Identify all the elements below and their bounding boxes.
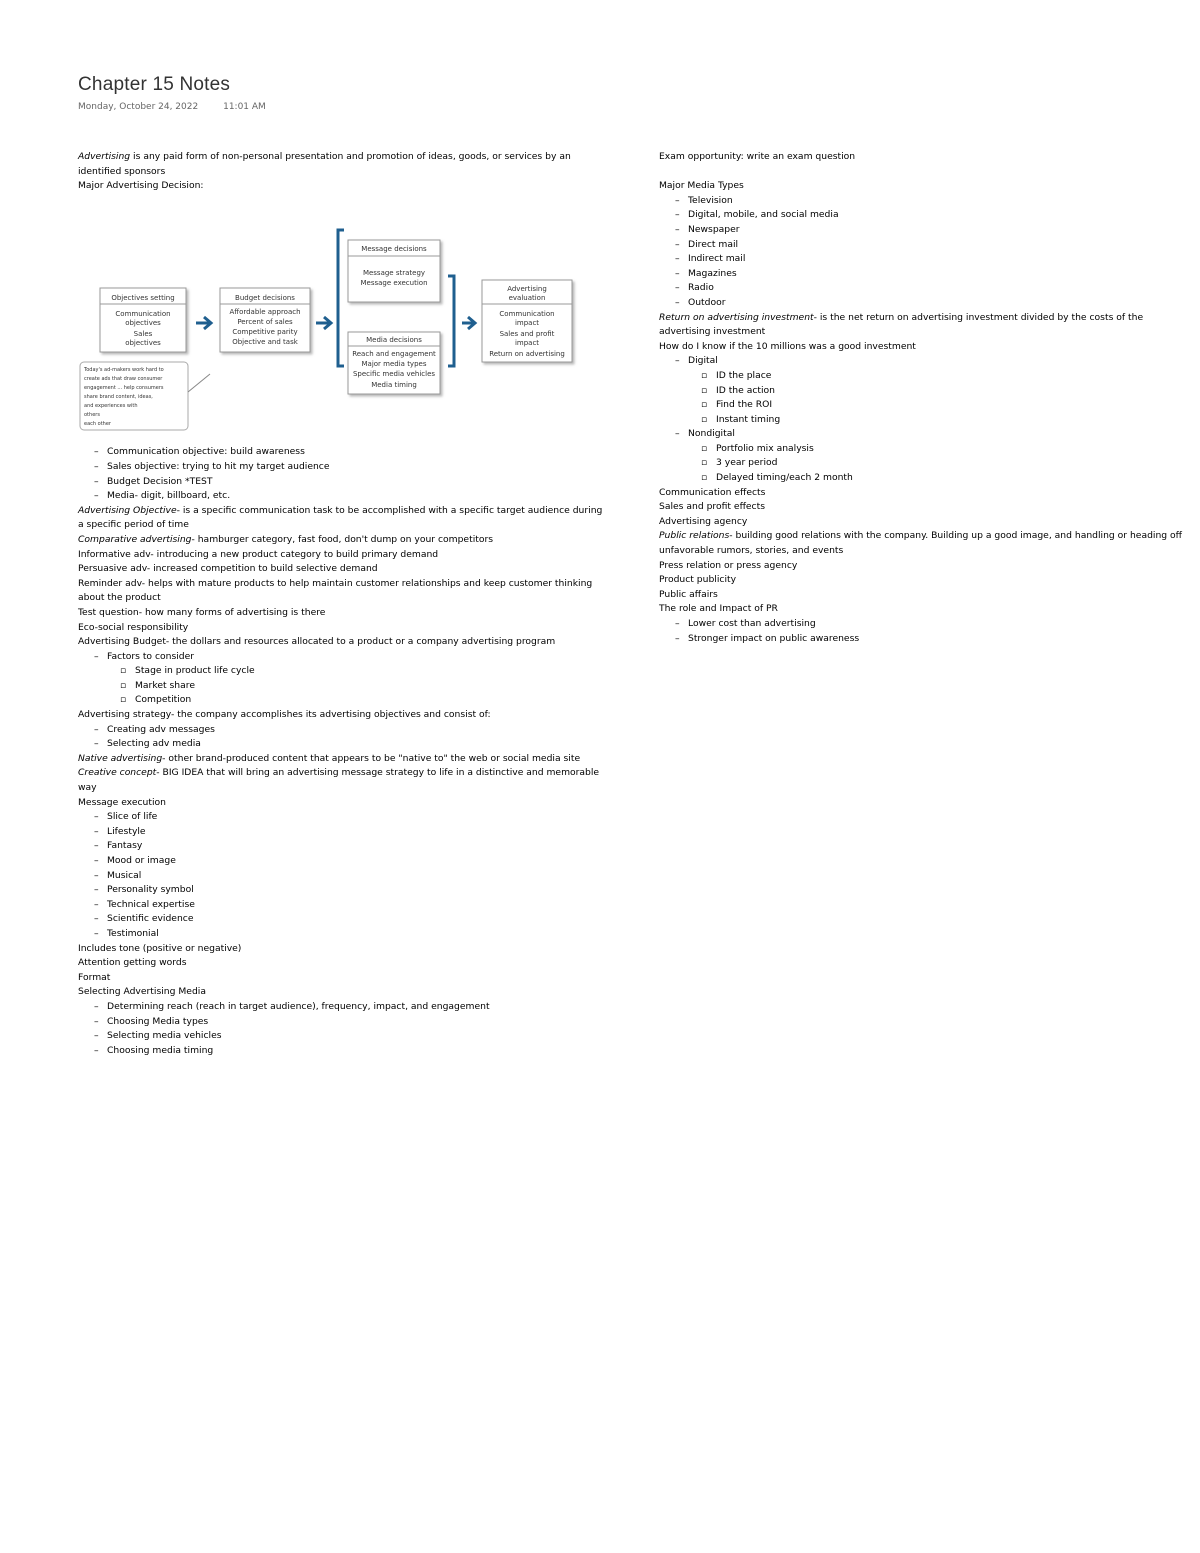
term: Advertising Objective	[78, 504, 177, 516]
page-date: Monday, October 24, 2022	[78, 102, 199, 112]
list-item: – Lifestyle	[78, 825, 603, 840]
note-line: engagement ... help consumers	[84, 384, 164, 391]
budget-title: Budget decisions	[235, 293, 295, 302]
list-item: – Budget Decision *TEST	[78, 475, 603, 490]
term-text: - BIG IDEA that will bring an advertising message strategy to life in a distinctive and memorable way	[78, 767, 600, 794]
media-line: Major media types	[361, 359, 427, 368]
execution-list	[78, 810, 603, 941]
agency-note: Advertising agency	[659, 515, 748, 527]
exam-opportunity-note: Exam opportunity: write an exam question	[659, 151, 856, 162]
list-item: – Indirect mail	[659, 252, 1194, 267]
list-item: ▫ Portfolio mix analysis	[659, 442, 1194, 457]
def-text: is any paid form of non-personal presentation and promotion of ideas, goods, or services by an identified sponsors	[78, 151, 571, 177]
page-timestamp	[78, 102, 288, 112]
list-item: – Technical expertise	[78, 898, 603, 913]
public-relations-note	[659, 529, 1194, 558]
advertising-strategy-note: Advertising strategy- the company accomplishes its advertising objectives and consist of:	[78, 709, 491, 721]
list-item: ▫ Market share	[78, 679, 603, 694]
right-column	[659, 150, 1194, 646]
attention-note: Attention getting words	[78, 957, 187, 969]
creative-concept-note	[78, 766, 603, 795]
term: Public relations	[659, 530, 730, 542]
budget-box	[220, 288, 310, 352]
note-line: and experiences with	[84, 402, 138, 409]
term: Native advertising	[78, 752, 163, 764]
arrow-right-icon	[462, 317, 475, 329]
list-item: ▫ Delayed timing/each 2 month	[659, 471, 1194, 486]
advertising-objective-note	[78, 504, 603, 533]
evaluation-title: evaluation	[508, 293, 546, 302]
list-item: – Media- digit, billboard, etc.	[78, 489, 603, 504]
digital-list	[659, 369, 1194, 427]
term: Return on advertising investment	[659, 311, 814, 323]
list-item: – Personality symbol	[78, 883, 603, 898]
public-affairs-note: Public affairs	[659, 588, 718, 600]
role-pr-heading: The role and Impact of PR	[659, 603, 778, 615]
strategy-list	[78, 723, 603, 752]
list-item: ▫ ID the place	[659, 369, 1194, 384]
list-item	[659, 427, 1194, 485]
media-types-heading: Major Media Types	[659, 180, 744, 192]
list-item: – Radio	[659, 281, 1194, 296]
budget-line: Affordable approach	[229, 307, 301, 316]
list-item: – Choosing Media types	[78, 1015, 603, 1030]
list-item: – Direct mail	[659, 238, 1194, 253]
major-decision-heading: Major Advertising Decision:	[78, 180, 204, 192]
list-item: ▫ Competition	[78, 693, 603, 708]
list-item: ▫ ID the action	[659, 384, 1194, 399]
native-advertising-note	[78, 752, 603, 767]
list-item: – Selecting media vehicles	[78, 1029, 603, 1044]
selecting-media-heading: Selecting Advertising Media	[78, 986, 206, 998]
selecting-media-list	[78, 1000, 603, 1058]
list-item: – Musical	[78, 869, 603, 884]
note-line: create ads that draw consumer	[84, 375, 163, 382]
term: Creative concept	[78, 767, 157, 779]
evaluation-box	[482, 280, 572, 362]
investment-list	[659, 354, 1194, 485]
nondigital-list	[659, 442, 1194, 486]
objectives-line: objectives	[125, 338, 161, 347]
list-item: – Creating adv messages	[78, 723, 603, 738]
def-term: Advertising	[78, 151, 131, 162]
test-question-note: Test question- how many forms of advertising is there	[78, 606, 326, 618]
advertising-budget-note: Advertising Budget- the dollars and resources allocated to a product or a company advertising program	[78, 636, 556, 648]
evaluation-line: Return on advertising	[489, 349, 565, 358]
list-item: – Communication objective: build awareness	[78, 445, 603, 460]
arrow-right-icon	[316, 317, 331, 329]
objectives-box	[100, 288, 186, 352]
list-item-label: Digital	[688, 355, 718, 367]
message-box	[348, 240, 440, 302]
budget-line: Percent of sales	[237, 317, 293, 326]
note-line: share brand content, ideas,	[84, 393, 153, 400]
list-item: – Fantasy	[78, 839, 603, 854]
comparative-advertising-note	[78, 533, 603, 548]
list-item	[78, 650, 603, 708]
persuasive-note: Persuasive adv- increased competition to build selective demand	[78, 563, 378, 575]
diagram-note-callout	[80, 362, 210, 430]
note-line: Today's ad-makers work hard to	[84, 366, 164, 373]
list-item: – Television	[659, 194, 1194, 209]
term-text: - is a specific communication task to be accomplished with a specific target audience during a specific period of time	[78, 504, 603, 531]
term-text: - building good relations with the company. Building up a good image, and handling or heading off unfavorable rumors, stories, and events	[659, 530, 1182, 557]
roi-note	[659, 311, 1194, 340]
objectives-line: Communication	[115, 309, 171, 318]
product-publicity-note: Product publicity	[659, 574, 737, 586]
left-column	[78, 150, 603, 1058]
evaluation-line: impact	[514, 318, 540, 327]
media-title: Media decisions	[366, 335, 422, 344]
list-item	[659, 354, 1194, 427]
list-item: – Digital, mobile, and social media	[659, 208, 1194, 223]
media-line: Reach and engagement	[352, 349, 436, 358]
definition-advertising	[78, 150, 603, 179]
list-item: – Outdoor	[659, 296, 1194, 311]
informative-note: Informative adv- introducing a new product category to build primary demand	[78, 548, 439, 560]
budget-list	[78, 650, 603, 708]
media-types-list	[659, 194, 1194, 311]
right-bracket	[448, 276, 454, 366]
communication-effects-note: Communication effects	[659, 486, 766, 498]
list-item: – Slice of life	[78, 810, 603, 825]
evaluation-line: Communication	[499, 309, 555, 318]
budget-line: Objective and task	[232, 337, 298, 346]
term-text: - other brand-produced content that appears to be "native to" the web or social media site	[162, 752, 581, 764]
note-line: others	[84, 411, 100, 418]
media-box	[348, 332, 440, 394]
list-item: – Choosing media timing	[78, 1044, 603, 1059]
arrow-right-icon	[196, 317, 211, 329]
page-time: 11:01 AM	[223, 102, 266, 112]
left-bracket	[338, 230, 344, 366]
tone-note: Includes tone (positive or negative)	[78, 942, 242, 954]
objectives-line: Sales	[133, 329, 153, 338]
term: Comparative advertising	[78, 533, 192, 545]
reminder-note: Reminder adv- helps with mature products to help maintain customer relationships and keep customer thinking about the product	[78, 577, 593, 604]
list-item: ▫ Stage in product life cycle	[78, 664, 603, 679]
list-item: – Stronger impact on public awareness	[659, 632, 1194, 647]
format-note: Format	[78, 971, 111, 983]
message-line: Message execution	[360, 278, 428, 287]
press-relation-note: Press relation or press agency	[659, 559, 798, 571]
list-item: – Testimonial	[78, 927, 603, 942]
media-line: Media timing	[371, 380, 417, 389]
list-item: ▫ Find the ROI	[659, 398, 1194, 413]
list-item: – Sales objective: trying to hit my target audience	[78, 460, 603, 475]
budget-line: Competitive parity	[232, 327, 298, 336]
list-item: – Mood or image	[78, 854, 603, 869]
eco-social-note: Eco-social responsibility	[78, 621, 189, 633]
advertising-decision-diagram	[78, 196, 588, 436]
list-item: – Newspaper	[659, 223, 1194, 238]
evaluation-line: impact	[514, 338, 540, 347]
page-title: Chapter 15 Notes	[78, 74, 231, 95]
term-text: - is the net return on advertising investment divided by the costs of the advertising investment	[659, 311, 1144, 338]
message-title: Message decisions	[361, 244, 427, 253]
list-item: – Magazines	[659, 267, 1194, 282]
term-text: - hamburger category, fast food, don't dump on your competitors	[191, 533, 494, 545]
list-item: – Selecting adv media	[78, 737, 603, 752]
list-item-label: Nondigital	[688, 428, 735, 440]
factor-list	[78, 664, 603, 708]
sales-effects-note: Sales and profit effects	[659, 501, 765, 513]
how-know-note: How do I know if the 10 millions was a good investment	[659, 340, 916, 352]
note-line: each other	[84, 420, 111, 427]
objectives-line: objectives	[125, 318, 161, 327]
media-line: Specific media vehicles	[352, 369, 436, 378]
role-pr-list	[659, 617, 1194, 646]
objectives-title: Objectives setting	[111, 293, 175, 302]
evaluation-title: Advertising	[507, 284, 547, 293]
list-item: – Lower cost than advertising	[659, 617, 1194, 632]
message-execution-heading: Message execution	[78, 796, 166, 808]
spacer	[659, 165, 1194, 180]
list-item: ▫ Instant timing	[659, 413, 1194, 428]
list-item-label: Factors to consider	[107, 650, 195, 662]
list-item: – Scientific evidence	[78, 912, 603, 927]
evaluation-line: Sales and profit	[499, 329, 555, 338]
list-item: – Determining reach (reach in target audience), frequency, impact, and engagement	[78, 1000, 603, 1015]
message-line: Message strategy	[362, 268, 426, 277]
list-item: ▫ 3 year period	[659, 456, 1194, 471]
diagram-bullets	[78, 445, 603, 503]
